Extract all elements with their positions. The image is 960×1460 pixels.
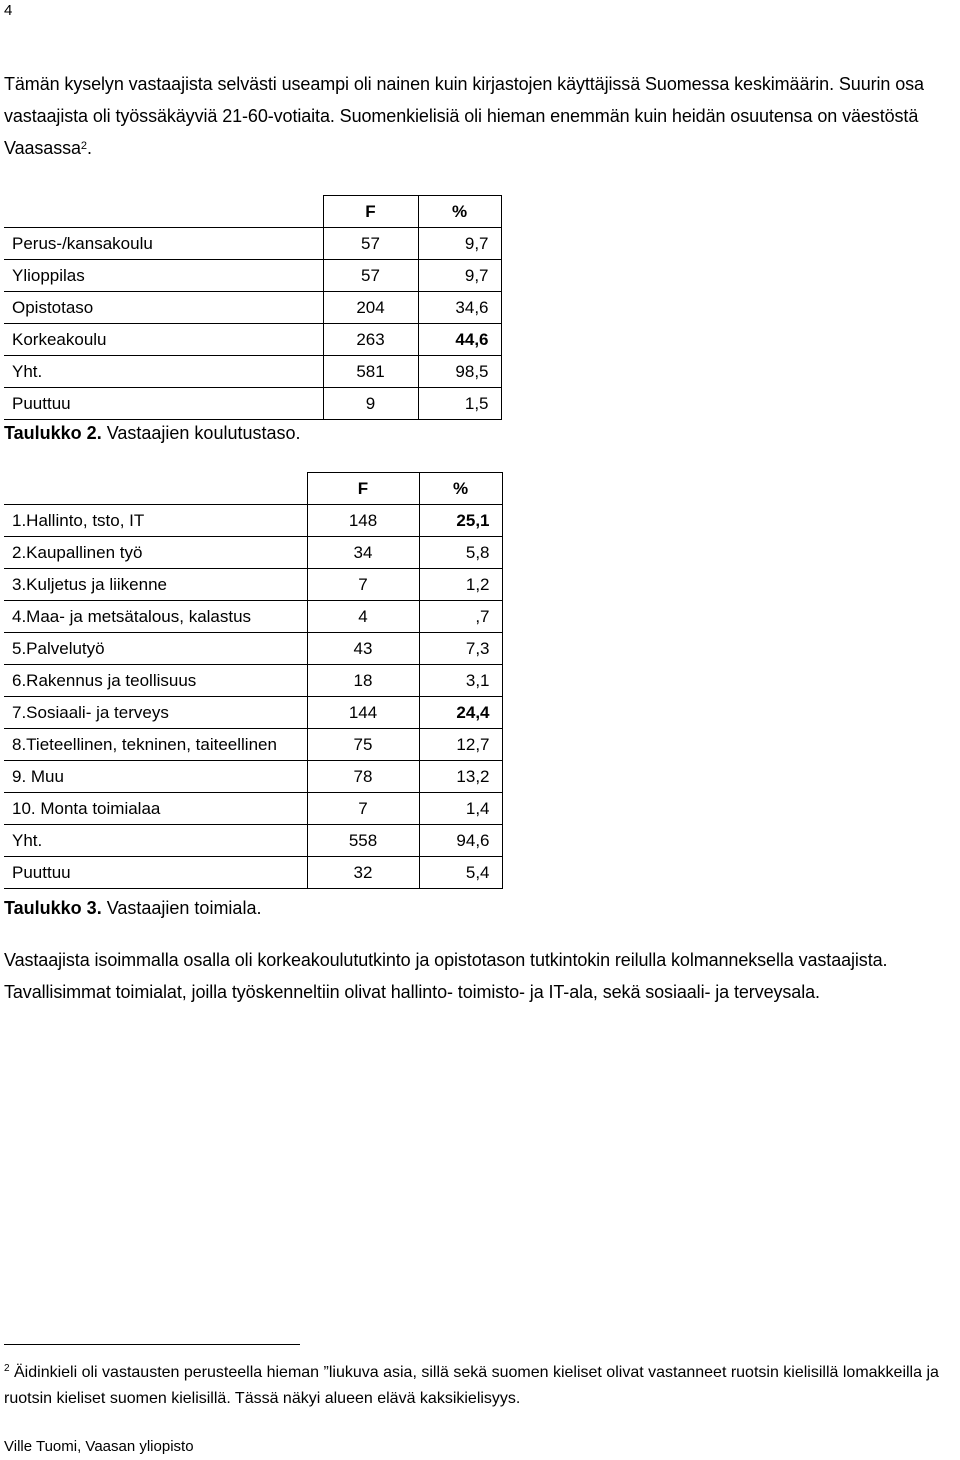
row-frequency: 263 (323, 324, 418, 356)
row-label: Ylioppilas (4, 260, 323, 292)
row-frequency: 4 (307, 601, 419, 633)
table-row (4, 569, 502, 601)
row-frequency: 558 (307, 825, 419, 857)
row-label: Perus-/kansakoulu (4, 228, 323, 260)
row-percent: 9,7 (418, 260, 501, 292)
row-label: 9. Muu (4, 761, 307, 793)
education-table (4, 195, 502, 420)
row-frequency: 78 (307, 761, 419, 793)
row-frequency: 204 (323, 292, 418, 324)
row-percent: 13,2 (419, 761, 502, 793)
summary-paragraph: Vastaajista isoimmalla osalla oli korkeakoulututkinto ja opistotason tutkintokin reilulla kolmanneksella vastaajista. Tavallisimmat toimialat, joilla työskenneltiin olivat hallinto- toimisto- ja IT-ala, sekä sosiaali- ja terveysala. (4, 950, 888, 1002)
education-table-body (4, 196, 501, 420)
row-frequency: 7 (307, 569, 419, 601)
row-percent: ,7 (419, 601, 502, 633)
industry-table-body (4, 473, 502, 889)
intro-paragraph (4, 68, 954, 164)
table-row (4, 601, 502, 633)
intro-end: . (86, 138, 92, 158)
table-row (4, 388, 501, 420)
row-percent: 5,8 (419, 537, 502, 569)
row-label: Opistotaso (4, 292, 323, 324)
row-label: 3.Kuljetus ja liikenne (4, 569, 307, 601)
table-header-row (4, 473, 502, 505)
table3-caption-number: Taulukko 3. (4, 898, 102, 918)
row-label: 6.Rakennus ja teollisuus (4, 665, 307, 697)
row-label: 8.Tieteellinen, tekninen, taiteellinen (4, 729, 307, 761)
footnote (4, 1360, 954, 1412)
table-row (4, 793, 502, 825)
table2-caption (4, 423, 301, 444)
row-percent: 3,1 (419, 665, 502, 697)
header-percent: % (419, 473, 502, 505)
row-percent: 1,5 (418, 388, 501, 420)
footnote-ref: 2 (80, 140, 87, 152)
header-f: F (323, 196, 418, 228)
row-frequency: 32 (307, 857, 419, 889)
table-row (4, 505, 502, 537)
row-frequency: 144 (307, 697, 419, 729)
row-percent: 94,6 (419, 825, 502, 857)
row-label: 7.Sosiaali- ja terveys (4, 697, 307, 729)
table3-caption-text: Vastaajien toimiala. (101, 898, 262, 918)
row-label: Puuttuu (4, 388, 323, 420)
intro-text: Tämän kyselyn vastaajista selvästi useampi oli nainen kuin kirjastojen käyttäjissä Suomessa keskimäärin. Suurin osa vastaajista oli työssäkäyviä 21-60-votiaita. Suomenkielisiä oli hieman enemmän kuin heidän osuutensa on väestöstä Vaasassa (4, 74, 924, 158)
row-frequency: 75 (307, 729, 419, 761)
row-label: 10. Monta toimialaa (4, 793, 307, 825)
row-label: 4.Maa- ja metsätalous, kalastus (4, 601, 307, 633)
row-percent: 1,4 (419, 793, 502, 825)
table-header-row (4, 196, 501, 228)
row-percent: 98,5 (418, 356, 501, 388)
table-row (4, 292, 501, 324)
header-f: F (307, 473, 419, 505)
table-row (4, 857, 502, 889)
row-frequency: 7 (307, 793, 419, 825)
row-label: 5.Palvelutyö (4, 633, 307, 665)
table-row (4, 537, 502, 569)
row-label: Korkeakoulu (4, 324, 323, 356)
table2-caption-text: Vastaajien koulutustaso. (101, 423, 301, 443)
table-row (4, 324, 501, 356)
row-label: Yht. (4, 825, 307, 857)
table-row (4, 697, 502, 729)
row-label: 2.Kaupallinen työ (4, 537, 307, 569)
row-frequency: 34 (307, 537, 419, 569)
footnote-rule (4, 1344, 300, 1345)
table3-caption (4, 898, 261, 919)
page-number: 4 (4, 2, 13, 19)
row-percent: 34,6 (418, 292, 501, 324)
table-row (4, 356, 501, 388)
row-label: Yht. (4, 356, 323, 388)
footnote-text: Äidinkieli oli vastausten perusteella hieman ”liukuva asia, sillä sekä suomen kieliset olivat vastanneet ruotsin kielisillä lomakkeilla ja ruotsin kieliset suomen kielisillä. Tässä näkyi alueen elävä kaksikielisyys. (4, 1364, 939, 1407)
footnote-marker: 2 (4, 1363, 10, 1374)
row-frequency: 581 (323, 356, 418, 388)
table-row (4, 729, 502, 761)
row-percent: 44,6 (418, 324, 501, 356)
table-row (4, 633, 502, 665)
row-percent: 7,3 (419, 633, 502, 665)
table-row (4, 761, 502, 793)
row-percent: 1,2 (419, 569, 502, 601)
page-footer: Ville Tuomi, Vaasan yliopisto (4, 1438, 194, 1455)
row-frequency: 57 (323, 260, 418, 292)
row-frequency: 57 (323, 228, 418, 260)
row-percent: 5,4 (419, 857, 502, 889)
table-row (4, 825, 502, 857)
row-frequency: 148 (307, 505, 419, 537)
row-frequency: 9 (323, 388, 418, 420)
row-label: Puuttuu (4, 857, 307, 889)
table2-caption-number: Taulukko 2. (4, 423, 102, 443)
row-frequency: 18 (307, 665, 419, 697)
row-frequency: 43 (307, 633, 419, 665)
row-percent: 25,1 (419, 505, 502, 537)
table-row (4, 260, 501, 292)
header-label-cell (4, 473, 307, 505)
row-percent: 12,7 (419, 729, 502, 761)
table-row (4, 228, 501, 260)
header-percent: % (418, 196, 501, 228)
table-row (4, 665, 502, 697)
industry-table (4, 472, 503, 889)
row-percent: 9,7 (418, 228, 501, 260)
row-percent: 24,4 (419, 697, 502, 729)
row-label: 1.Hallinto, tsto, IT (4, 505, 307, 537)
header-label-cell (4, 196, 323, 228)
